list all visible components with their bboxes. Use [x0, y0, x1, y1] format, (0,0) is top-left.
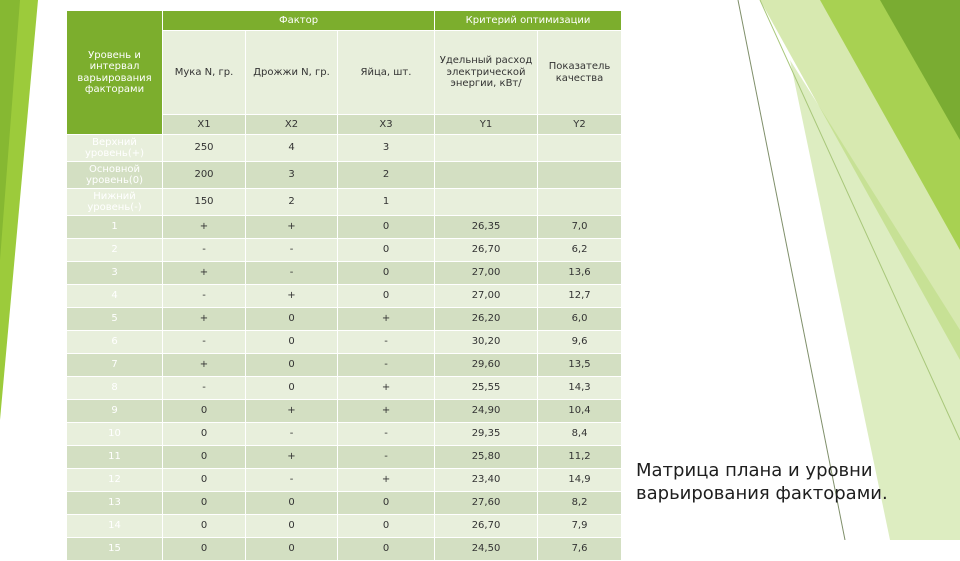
table-cell: + [338, 469, 435, 492]
run-row [67, 285, 622, 308]
table-cell: 2 [246, 189, 338, 216]
column-header: Яйца, шт. [338, 31, 435, 115]
table-cell: 0 [163, 423, 246, 446]
table-cell: + [246, 446, 338, 469]
table-cell: 3 [338, 135, 435, 162]
table-cell: 6,0 [538, 308, 622, 331]
table-cell: 27,60 [435, 492, 538, 515]
run-row [67, 262, 622, 285]
run-row [67, 469, 622, 492]
row-label: 7 [67, 354, 163, 377]
table-cell: - [163, 285, 246, 308]
table-cell: 7,6 [538, 538, 622, 561]
column-code: Y2 [538, 115, 622, 135]
table-cell: 12,7 [538, 285, 622, 308]
table-cell: 0 [163, 538, 246, 561]
table-cell: + [246, 285, 338, 308]
table-cell: 14,9 [538, 469, 622, 492]
level-row [67, 135, 622, 162]
run-row [67, 400, 622, 423]
row-label: Основной уровень(0) [67, 162, 163, 189]
table-cell: 11,2 [538, 446, 622, 469]
table-cell: + [338, 377, 435, 400]
run-row [67, 446, 622, 469]
table-cell: 6,2 [538, 239, 622, 262]
table-cell: 0 [338, 538, 435, 561]
table-cell: + [163, 354, 246, 377]
stub-header: Уровень и интервал варьирования факторами [67, 11, 163, 135]
table-cell: - [246, 423, 338, 446]
row-label: 15 [67, 538, 163, 561]
table-cell: 14,3 [538, 377, 622, 400]
table-cell: 250 [163, 135, 246, 162]
table-cell: 0 [338, 492, 435, 515]
table-cell: - [246, 469, 338, 492]
table-cell [435, 135, 538, 162]
table-cell: 0 [246, 331, 338, 354]
column-header: Показатель качества [538, 31, 622, 115]
group-header-criterion: Критерий оптимизации [435, 11, 622, 31]
column-header: Дрожжи N, гр. [246, 31, 338, 115]
column-code: Y1 [435, 115, 538, 135]
table-cell: 0 [338, 262, 435, 285]
run-row [67, 377, 622, 400]
row-label: 12 [67, 469, 163, 492]
table-cell: 0 [163, 400, 246, 423]
table-cell: 24,90 [435, 400, 538, 423]
group-header-factor: Фактор [163, 11, 435, 31]
table-cell: + [246, 400, 338, 423]
table-cell: 1 [338, 189, 435, 216]
table-cell: - [246, 262, 338, 285]
row-label: 1 [67, 216, 163, 239]
table-cell: 29,60 [435, 354, 538, 377]
table-cell: 7,9 [538, 515, 622, 538]
table-cell: - [163, 377, 246, 400]
table-cell: 0 [246, 538, 338, 561]
table-cell: 26,70 [435, 515, 538, 538]
table-cell: 0 [246, 308, 338, 331]
table-cell: 0 [246, 492, 338, 515]
table-cell [538, 135, 622, 162]
table-cell: 13,5 [538, 354, 622, 377]
table-cell: 13,6 [538, 262, 622, 285]
table-cell: 150 [163, 189, 246, 216]
column-code: X3 [338, 115, 435, 135]
table-cell: 30,20 [435, 331, 538, 354]
table-cell: 0 [338, 239, 435, 262]
level-row [67, 162, 622, 189]
column-header: Удельный расход электрической энергии, кВт/ [435, 31, 538, 115]
row-label: 14 [67, 515, 163, 538]
row-label: 11 [67, 446, 163, 469]
level-row [67, 189, 622, 216]
row-label: 3 [67, 262, 163, 285]
table-cell: - [338, 446, 435, 469]
run-row [67, 423, 622, 446]
table-cell: + [246, 216, 338, 239]
table-cell: 25,80 [435, 446, 538, 469]
row-label: 10 [67, 423, 163, 446]
row-label: 2 [67, 239, 163, 262]
table-cell: 26,20 [435, 308, 538, 331]
table-cell: 2 [338, 162, 435, 189]
row-label: 4 [67, 285, 163, 308]
table-cell: - [163, 331, 246, 354]
column-header: Мука N, гр. [163, 31, 246, 115]
table-cell [435, 162, 538, 189]
table-cell: - [246, 239, 338, 262]
table-cell [538, 189, 622, 216]
table-cell: 0 [246, 354, 338, 377]
table-cell [435, 189, 538, 216]
table-cell: 0 [163, 515, 246, 538]
table-cell: 0 [246, 377, 338, 400]
table-cell: 0 [338, 515, 435, 538]
table-cell: 8,2 [538, 492, 622, 515]
row-label: 9 [67, 400, 163, 423]
table-cell: 26,35 [435, 216, 538, 239]
table-cell: 24,50 [435, 538, 538, 561]
run-row [67, 331, 622, 354]
table-cell: + [163, 262, 246, 285]
table-cell: + [163, 308, 246, 331]
table-cell: + [338, 400, 435, 423]
table-cell: - [338, 331, 435, 354]
table-cell: 27,00 [435, 285, 538, 308]
run-row [67, 538, 622, 561]
table-cell: 0 [163, 492, 246, 515]
table-cell: 25,55 [435, 377, 538, 400]
row-label: 6 [67, 331, 163, 354]
row-label: Верхний уровень(+) [67, 135, 163, 162]
table-cell: + [338, 308, 435, 331]
table-cell: 3 [246, 162, 338, 189]
row-label: Нижний уровень(-) [67, 189, 163, 216]
table-cell: 27,00 [435, 262, 538, 285]
run-row [67, 216, 622, 239]
row-label: 13 [67, 492, 163, 515]
table-cell: 0 [338, 216, 435, 239]
table-cell: 0 [163, 469, 246, 492]
plan-matrix-table [66, 10, 622, 561]
table-cell [538, 162, 622, 189]
row-label: 8 [67, 377, 163, 400]
table-cell: - [163, 239, 246, 262]
slide-caption: Матрица плана и уровни варьирования факторами. [636, 460, 888, 504]
table-cell: 4 [246, 135, 338, 162]
plan-matrix-table-wrapper [66, 10, 621, 555]
table-cell: 9,6 [538, 331, 622, 354]
table-cell: 23,40 [435, 469, 538, 492]
table-cell: - [338, 354, 435, 377]
run-row [67, 308, 622, 331]
column-code: X1 [163, 115, 246, 135]
run-row [67, 515, 622, 538]
table-cell: 29,35 [435, 423, 538, 446]
table-cell: 8,4 [538, 423, 622, 446]
table-cell: 26,70 [435, 239, 538, 262]
run-row [67, 354, 622, 377]
table-cell: 10,4 [538, 400, 622, 423]
table-cell: 0 [163, 446, 246, 469]
run-row [67, 239, 622, 262]
table-cell: - [338, 423, 435, 446]
table-cell: 200 [163, 162, 246, 189]
table-cell: 0 [246, 515, 338, 538]
row-label: 5 [67, 308, 163, 331]
table-cell: 7,0 [538, 216, 622, 239]
table-cell: 0 [338, 285, 435, 308]
run-row [67, 492, 622, 515]
table-cell: + [163, 216, 246, 239]
column-code: X2 [246, 115, 338, 135]
